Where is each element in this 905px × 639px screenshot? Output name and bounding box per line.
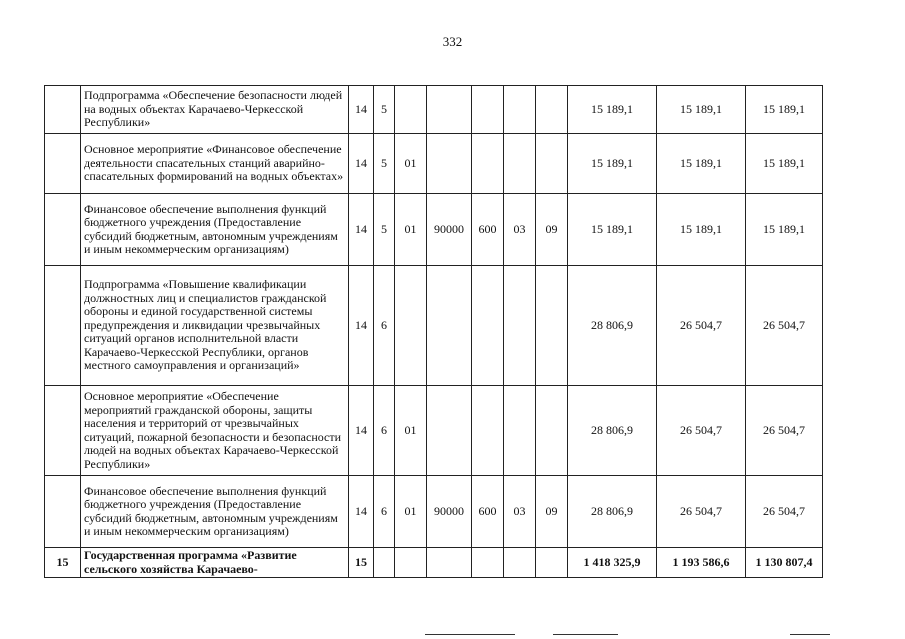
code-cell [472,134,504,194]
row-number-cell [45,266,81,386]
amount-cell: 1 130 807,4 [746,548,823,578]
scan-artifact-line [553,634,618,635]
row-number-cell: 15 [45,548,81,578]
code-cell [427,134,472,194]
code-cell: 5 [374,134,395,194]
code-cell: 14 [349,386,374,476]
row-number-cell [45,86,81,134]
code-cell: 90000 [427,194,472,266]
amount-cell: 15 189,1 [746,86,823,134]
code-cell: 14 [349,266,374,386]
code-cell: 6 [374,476,395,548]
amount-cell: 26 504,7 [746,386,823,476]
code-cell: 14 [349,86,374,134]
code-cell: 90000 [427,476,472,548]
amount-cell: 15 189,1 [746,194,823,266]
code-cell: 09 [536,194,568,266]
code-cell [536,386,568,476]
code-cell: 5 [374,86,395,134]
row-number-cell [45,476,81,548]
code-cell: 14 [349,134,374,194]
table-row [45,548,823,578]
amount-cell: 26 504,7 [746,476,823,548]
table-row [45,476,823,548]
table-row [45,194,823,266]
code-cell [536,134,568,194]
code-cell: 01 [395,194,427,266]
table-row [45,266,823,386]
scan-artifact-line [425,634,515,635]
row-number-cell [45,134,81,194]
code-cell: 6 [374,266,395,386]
code-cell [395,86,427,134]
code-cell [504,386,536,476]
row-name-cell: Финансовое обеспечение выполнения функций бюджетного учреждения (Предоставление субсидий бюджетным, автономным учреждениям и иным некоммерческим организациям) [81,476,349,548]
code-cell: 6 [374,386,395,476]
code-cell: 15 [349,548,374,578]
row-name-cell: Государственная программа «Развитие сельского хозяйства Карачаево- [81,548,349,578]
row-name-cell: Подпрограмма «Повышение квалификации должностных лиц и специалистов гражданской обороны и единой государственной системы предупреждения и ликвидации чрезвычайных ситуаций органов исполнительной власти Карачаево-Черкесской Республики, органов местного самоуправления и организаций» [81,266,349,386]
code-cell [504,548,536,578]
code-cell: 14 [349,476,374,548]
code-cell [472,266,504,386]
amount-cell: 26 504,7 [657,386,746,476]
amount-cell: 15 189,1 [568,86,657,134]
code-cell: 01 [395,134,427,194]
row-number-cell [45,386,81,476]
code-cell: 600 [472,476,504,548]
code-cell [395,548,427,578]
row-number-cell [45,194,81,266]
amount-cell: 15 189,1 [657,194,746,266]
code-cell [374,548,395,578]
code-cell [472,86,504,134]
scan-artifact-line [790,634,830,635]
code-cell: 03 [504,476,536,548]
code-cell [504,134,536,194]
amount-cell: 28 806,9 [568,476,657,548]
amount-cell: 15 189,1 [746,134,823,194]
code-cell: 03 [504,194,536,266]
code-cell [504,86,536,134]
code-cell: 5 [374,194,395,266]
code-cell [472,386,504,476]
amount-cell: 15 189,1 [657,134,746,194]
code-cell [536,86,568,134]
budget-table [44,85,823,578]
table-row [45,134,823,194]
amount-cell: 26 504,7 [657,476,746,548]
code-cell: 01 [395,386,427,476]
code-cell [427,548,472,578]
code-cell [504,266,536,386]
amount-cell: 15 189,1 [568,134,657,194]
amount-cell: 26 504,7 [657,266,746,386]
amount-cell: 28 806,9 [568,266,657,386]
code-cell [427,266,472,386]
code-cell: 600 [472,194,504,266]
code-cell [427,386,472,476]
page-number: 332 [442,34,463,49]
code-cell [427,86,472,134]
amount-cell: 15 189,1 [657,86,746,134]
table-row [45,86,823,134]
row-name-cell: Подпрограмма «Обеспечение безопасности людей на водных объектах Карачаево-Черкесской Республики» [81,86,349,134]
amount-cell: 28 806,9 [568,386,657,476]
amount-cell: 1 418 325,9 [568,548,657,578]
code-cell: 14 [349,194,374,266]
code-cell: 09 [536,476,568,548]
code-cell [536,266,568,386]
row-name-cell: Финансовое обеспечение выполнения функций бюджетного учреждения (Предоставление субсидий бюджетным, автономным учреждениям и иным некоммерческим организациям) [81,194,349,266]
code-cell [395,266,427,386]
code-cell [536,548,568,578]
code-cell [472,548,504,578]
amount-cell: 26 504,7 [746,266,823,386]
row-name-cell: Основное мероприятие «Обеспечение мероприятий гражданской обороны, защиты населения и территорий от чрезвычайных ситуаций, пожарной безопасности и безопасности людей на водных объектах Карачаево-Черкесской Республики» [81,386,349,476]
amount-cell: 15 189,1 [568,194,657,266]
amount-cell: 1 193 586,6 [657,548,746,578]
row-name-cell: Основное мероприятие «Финансовое обеспечение деятельности спасательных станций аварийно-спасательных формирований на водных объектах» [81,134,349,194]
code-cell: 01 [395,476,427,548]
table-row [45,386,823,476]
